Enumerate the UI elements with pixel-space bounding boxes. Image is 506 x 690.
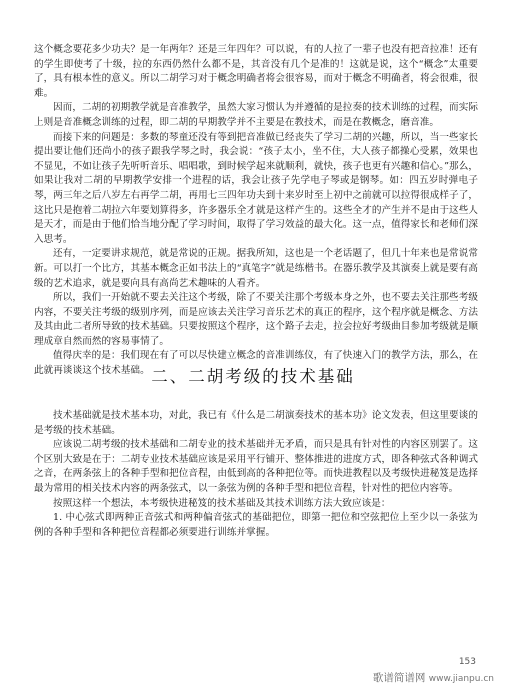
page-number: 153 (458, 657, 476, 667)
paragraph-2: 因而，二胡的初期教学就是音准教学，虽然大家习惯认为并遵循的是拉奏的技术训练的过程，而实际上则是音准概念训练的过程，即二胡的早期教学并不主要是在教技术，而是在教概念，磨音准。 (34, 102, 478, 128)
watermark-site-url: www.jianpu.cn (428, 674, 494, 684)
site-watermark (373, 670, 494, 685)
paragraph-3: 而接下来的问题是：多数的琴童还没有等到把音准做已经丧失了学习二胡的兴趣，所以，当一些家长提出要让他们还尚小的孩子跟我学琴之时，我会说：“孩子太小，坐不住，大人孩子都操心受累，效果也不显见，不如让孩子先听听音乐、唱唱歌，到时候学起来就顺利，就快，孩子也更有兴趣和信心。”那么，如果让我对二胡的早期教学安排一个进程的话，我会让孩子先学电子琴或是钢琴。如：四五岁时弹电子琴，两三年之后八岁左右再学二胡，再用七三四年功夫到十来岁时至上初中之前就可以拉得很成样子了，这比只是抱着二胡拉六年要划算得多，许多器乐全才就是这样产生的。这些全才的产生并不是由于这些人是天才，而是由于他们恰当地分配了学习时间，取得了学习效益的最大化。这一点，值得家长和老师们深入思考。 (34, 131, 478, 245)
body-text-top (34, 43, 478, 379)
section-heading: 二、二胡考级的技术基础 (151, 367, 355, 386)
paragraph-4: 还有，一定要讲求规范，就是常说的正规。据我所知，这也是一个老话题了，但几十年来也是常说常新。可以打一个比方，其基本概念正如书法上的“真笔字”就是练楷书。在器乐教学及其演奏上就是要有高级的艺术追求，就是要向具有高尚艺术趣味的人看齐。 (34, 248, 478, 289)
paragraph-6: 值得庆幸的是：我们现在有了可以尽快建立概念的音准训练仪，有了快速入门的教学方法，那么，在此就再谈谈这个技术基础。 (34, 350, 478, 377)
paragraph-5: 所以，我们一开始就不要去关注这个考级，除了不要关注那个考级本身之外，也不要去关注那些考级内容，不要关注考级的级别序列，而是应该去关注学习音乐艺术的真正的程序，这个程序就是概念、方法及其由此二者所导致的技术基础。只要按照这个程序，这个路子去走，拉会拉好考级曲目参加考级就是顺理成章自然而然的容易事情了。 (34, 292, 478, 347)
watermark-site-name: 歌谱简谱网 (372, 672, 426, 684)
paragraph-7: 技术基础就是技术基本功，对此，我已有《什么是二胡演奏技术的基本功》论文发表，但这里要谈的是考级的技术基础。 (34, 410, 478, 436)
paragraph-1: 这个概念要花多少功夫？是一年两年？还是三年四年？可以说，有的人拉了一辈子也没有把音拉准！还有的学生即使考了十级，拉的东西仍然什么都不是，其音没有几个是准的！这就是说，这个“概念”太重要了，具有根本性的意义。所以二胡学习对于概念明确者将会很容易，而对于概念不明确者，将会很难，很难。 (34, 44, 478, 99)
paragraph-8: 应该说二胡考级的技术基础和二胡专业的技术基础并无矛盾，而只是具有针对性的内容区别罢了。这个区别大致是在于：二胡专业技术基础应该是采用平行铺开、整体推进的进度方式，即各种弦式各种调式之音，在两条弦上的各种手型和把位音程，由低到高的各种把位等。而快进教程以及考级快进秘笈是选择最为常用的相关技术内容的两条弦式，以一条弦为例的各种手型和把位音程，针对性的把位内容等。 (34, 439, 478, 494)
paragraph-9: 按照这样一个想法，本考级快进秘笈的技术基础及其技术训练方法大致应该是： (53, 497, 391, 509)
body-text-bottom (34, 409, 478, 540)
paragraph-10: 1. 中心弦式即两种正音弦式和两种偏音弦式的基础把位，即第一把位和空弦把位上至少以一条弦为例的各种手型和各种把位音程都必须要进行训练并掌握。 (34, 512, 478, 538)
